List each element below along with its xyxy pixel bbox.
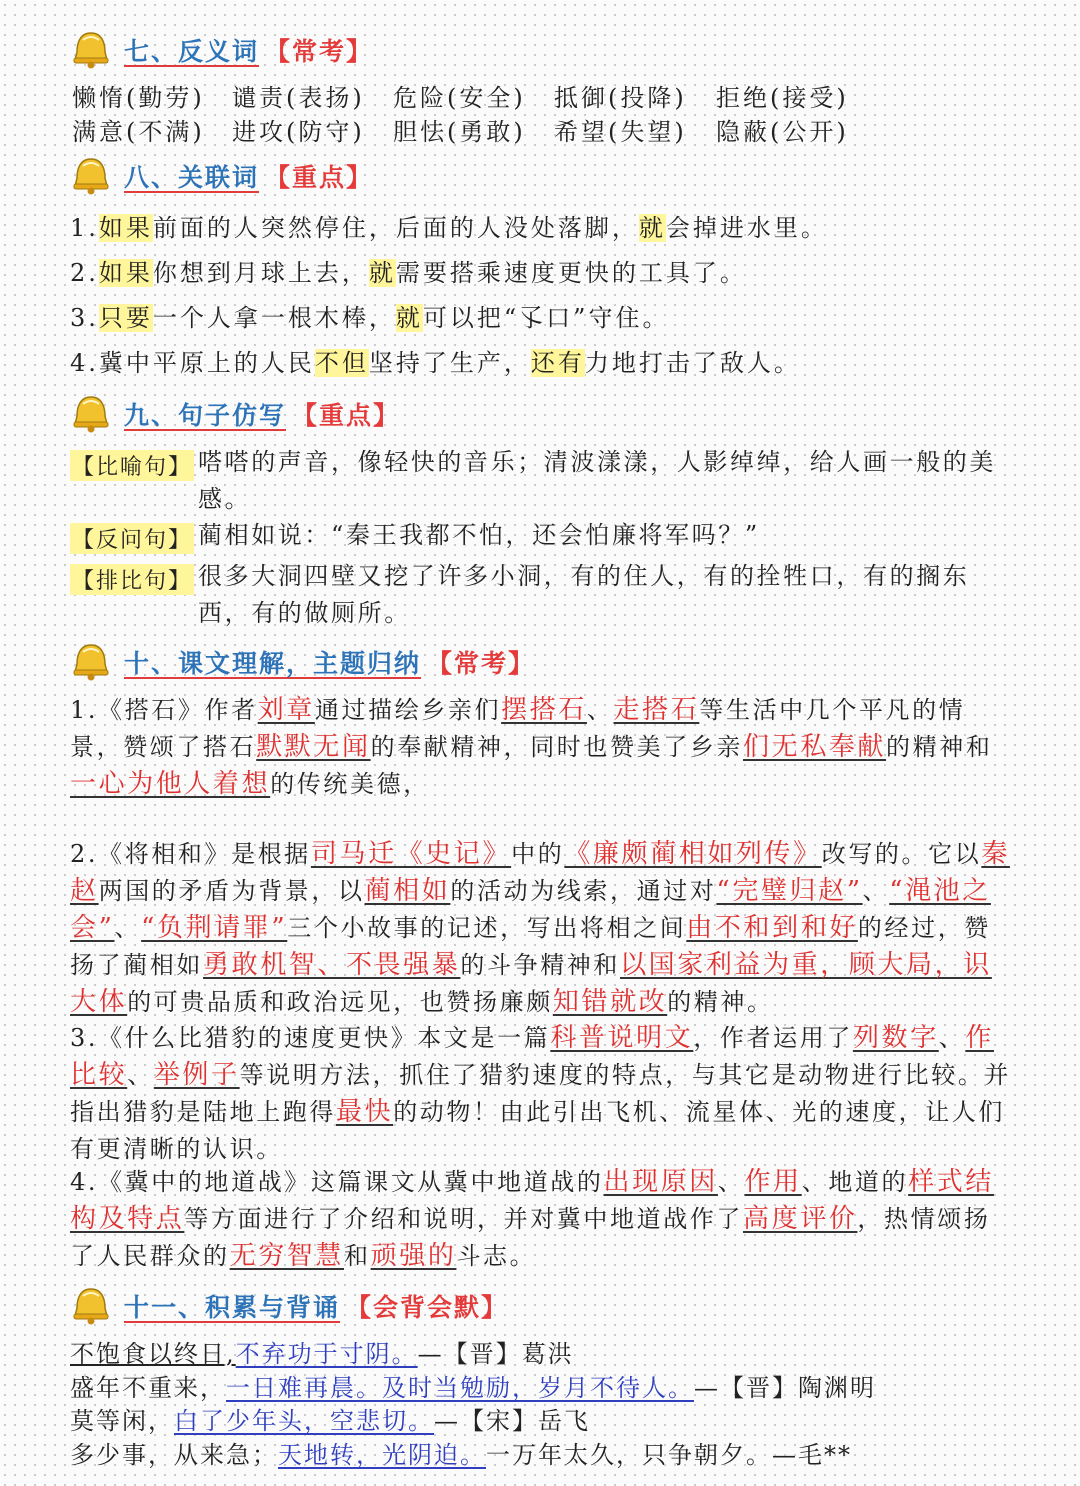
text-segment: 和: [344, 1242, 371, 1270]
paragraph-didaozhan: [70, 1164, 1015, 1275]
key-phrase: 样式结构及特点: [70, 1167, 994, 1234]
text-segment: 、: [862, 877, 890, 905]
text-segment: 、地道的: [801, 1168, 909, 1196]
conjunction-word: 如果: [98, 259, 153, 287]
key-phrase: 顽强的: [370, 1241, 457, 1271]
key-phrase: “完璧归赵”: [716, 876, 863, 906]
section-10-header: [72, 642, 535, 682]
section-9-header: [72, 394, 400, 434]
key-phrase: 蔺相如: [364, 876, 451, 906]
text-segment: 4.: [70, 349, 99, 377]
text-segment: 斗志。: [456, 1242, 537, 1270]
text-segment: 的可贵品质和政治远见，也赞扬廉颇: [127, 988, 553, 1016]
sentence-type-label: 【反问句】: [70, 523, 194, 554]
paragraph-dashi: [70, 692, 1015, 803]
text-segment: 需要搭乘速度更快的工具了。: [395, 259, 747, 287]
key-phrase: 作比较: [70, 1023, 994, 1090]
recite-line: [70, 1401, 590, 1436]
section-title: 九、句子仿写: [124, 401, 287, 430]
conjunction-word: 还有: [530, 349, 585, 377]
antonym-pair: 满意(不满): [72, 118, 205, 146]
text-segment: ，热情颂扬了人民群众的: [70, 1205, 991, 1270]
text-segment: 等说明方法，抓住了猎豹速度的特点，与其它是动物进行比较。并指出猎豹是陆地上跑得: [70, 1061, 1012, 1126]
key-phrase: 刘章: [257, 695, 315, 725]
recite-line: [70, 1435, 852, 1470]
text-segment: 前面的人突然停住，后面的人没处落脚，: [152, 214, 639, 242]
text-segment: 的精神。: [667, 988, 774, 1016]
key-phrase: 走搭石: [613, 695, 700, 725]
recite-line: [70, 1368, 876, 1403]
key-phrase: 由不和到和好: [686, 913, 858, 943]
verse-text: 一日难再晨。及时当勉励，岁月不待人。: [226, 1374, 694, 1402]
paragraph-liebao: [70, 1020, 1015, 1168]
key-phrase: 知错就改: [552, 987, 668, 1017]
verse-text: 不弃功于寸阴。: [235, 1340, 418, 1368]
key-phrase: 默默无闻: [256, 732, 371, 762]
bell-icon: [72, 156, 110, 196]
key-phrase: “渑池之会”: [70, 876, 991, 943]
sentence-type-label: 【排比句】: [70, 564, 194, 595]
key-phrase: 列数字: [852, 1023, 939, 1053]
text-segment: 、: [586, 696, 614, 724]
key-phrase: 举例子: [153, 1060, 240, 1090]
text-segment: 莫等闲，: [70, 1407, 174, 1435]
key-phrase: 司马迁《史记》: [310, 839, 512, 869]
antonym-pair: 进攻(防守): [232, 118, 365, 146]
key-phrase: 出现原因: [603, 1167, 718, 1197]
text-segment: 盛年不重来，: [70, 1374, 226, 1402]
key-phrase: 科普说明文: [550, 1023, 694, 1053]
conjunction-word: 不但: [314, 349, 369, 377]
antonym-pair: 拒绝(接受): [716, 84, 849, 112]
text-segment: 三个小故事的记述，写出将相之间: [287, 914, 687, 942]
verse-text: 天地转，光阴迫。: [278, 1441, 486, 1469]
text-segment: 的活动为线索，通过对: [450, 877, 717, 905]
bell-icon: [72, 1286, 110, 1326]
sentence-example: 蔺相如说：“秦王我都不怕，还会怕廉将军吗？”: [198, 521, 760, 549]
verse-text: 白了少年头，空悲切。: [174, 1407, 434, 1435]
text-segment: 1.: [70, 214, 99, 242]
conjunction-word: 就: [368, 259, 396, 287]
text-segment: 赞颂了搭石: [123, 733, 257, 761]
key-phrase: 一心为他人着想: [70, 769, 271, 799]
conjunction-word: 就: [395, 304, 423, 332]
text-segment: 不饱食以终日,: [70, 1340, 236, 1368]
conjunction-word: 如果: [98, 214, 153, 242]
antonym-pair: 懒惰(勤劳): [72, 84, 205, 112]
text-segment: 的奉献精神，同时也赞美了乡亲: [370, 733, 744, 761]
section-8-header: [72, 156, 373, 196]
key-phrase: 高度评价: [743, 1204, 858, 1234]
text-segment: 4.《冀中的地道战》这篇课文从冀中地道战的: [70, 1168, 604, 1196]
text-segment: 的经过，赞扬了蔺相如: [70, 914, 991, 979]
key-phrase: 最快: [336, 1097, 394, 1127]
section-tag: 【常考】: [265, 37, 374, 66]
antonym-pair: 胆怯(勇敢): [393, 118, 526, 146]
antonym-pair: 危险(安全): [393, 84, 526, 112]
key-phrase: 秦赵: [70, 839, 1010, 906]
text-segment: 1.《搭石》作者: [70, 696, 258, 724]
text-segment: 的斗争精神和: [460, 951, 621, 979]
text-segment: 会掉进水里。: [665, 214, 828, 242]
conjunction-word: 只要: [98, 304, 153, 332]
key-phrase: 摆搭石: [501, 695, 587, 725]
text-segment: 等生活中几个平凡的情景，: [70, 696, 966, 761]
conj-sentence: [70, 298, 669, 333]
text-segment: 通过描绘乡亲们: [314, 696, 502, 724]
text-segment: —【晋】陶渊明: [694, 1374, 876, 1402]
antonym-pair: 抵御(投降): [554, 84, 687, 112]
text-segment: 你想到月球上去，: [152, 259, 369, 287]
section-11-header: [72, 1286, 508, 1326]
text-segment: 等方面进行了介绍和说明，并对冀中地道战作了: [184, 1205, 744, 1233]
bell-icon: [72, 394, 110, 434]
text-segment: 可以把“孓口”守住。: [422, 304, 670, 332]
text-segment: 3.《什么比猎豹的速度更快》本文是一篇: [70, 1024, 551, 1052]
bell-icon: [72, 30, 110, 70]
section-title: 七、反义词: [124, 37, 260, 66]
key-phrase: 以国家利益为重，顾大局，识大体: [70, 950, 992, 1017]
text-segment: ，作者运用了: [693, 1024, 853, 1052]
section-7-header: [72, 30, 373, 70]
section-tag: 【重点】: [292, 401, 401, 430]
section-title: 十一、积累与背诵: [124, 1293, 341, 1322]
text-segment: 、: [938, 1024, 966, 1052]
text-segment: 的传统美德，: [270, 770, 430, 798]
conj-sentence: [70, 253, 747, 288]
conj-sentence: [70, 343, 801, 378]
conjunction-word: 就: [638, 214, 666, 242]
paragraph-jiangxianghe: [70, 836, 1015, 1021]
section-title: 十、课文理解，主题归纳: [124, 649, 422, 678]
text-segment: 的动物！由此引出飞机、流星体、光的速度，让人们有更清晰的认识。: [70, 1098, 1006, 1163]
text-segment: 一个人拿一根木棒，: [152, 304, 396, 332]
antonym-pair: 隐蔽(公开): [716, 118, 849, 146]
text-segment: 2.《将相和》是根据: [70, 840, 311, 868]
antonym-pair: 希望(失望): [554, 118, 687, 146]
text-segment: 的精神和: [886, 733, 993, 761]
recite-line: [70, 1334, 574, 1369]
text-segment: 、: [114, 914, 142, 942]
sentence-example: 嗒嗒的声音，像轻快的音乐；清波漾漾，人影绰绰，给人画一般的美感。: [198, 448, 996, 513]
key-phrase: 《廉颇蔺相如列传》: [564, 839, 822, 869]
sentence-type-label: 【比喻句】: [70, 450, 194, 481]
key-phrase: 无穷智慧: [229, 1241, 345, 1271]
conj-sentence: [70, 208, 828, 243]
text-segment: 2.: [70, 259, 99, 287]
antonym-pair: 谴责(表扬): [232, 84, 365, 112]
text-segment: 两国的矛盾为背景，以: [98, 877, 365, 905]
sentence-example: 很多大洞四壁又挖了许多小洞，有的住人，有的拴牲口，有的搁东西，有的做厕所。: [198, 562, 970, 627]
key-phrase: 作用: [744, 1167, 802, 1197]
text-segment: 冀中平原上的人民: [98, 349, 315, 377]
section-tag: 【重点】: [265, 163, 374, 192]
text-segment: 多少事，从来急；: [70, 1441, 278, 1469]
text-segment: —【晋】葛洪: [417, 1340, 574, 1368]
text-segment: 改写的。它以: [821, 840, 982, 868]
key-phrase: 们无私奉献: [743, 732, 887, 762]
section-tag: 【会背会默】: [346, 1293, 509, 1322]
text-segment: 坚持了生产，: [368, 349, 531, 377]
text-segment: 3.: [70, 304, 99, 332]
key-phrase: “负荆请罪”: [141, 913, 288, 943]
bell-icon: [72, 642, 110, 682]
section-tag: 【常考】: [427, 649, 536, 678]
text-segment: 力地打击了敌人。: [584, 349, 801, 377]
text-segment: 中的: [511, 840, 565, 868]
text-segment: —【宋】岳飞: [434, 1407, 590, 1435]
key-phrase: 勇敢机智、不畏强暴: [203, 950, 461, 980]
text-segment: 、: [127, 1061, 154, 1089]
text-segment: 、: [717, 1168, 745, 1196]
text-segment: 一万年太久，只争朝夕。—毛**: [486, 1441, 852, 1469]
section-title: 八、关联词: [124, 163, 260, 192]
